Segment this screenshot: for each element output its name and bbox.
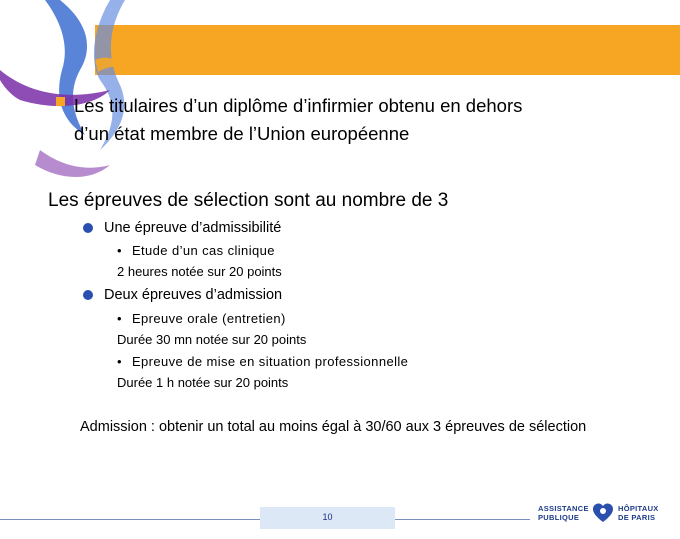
- logo-text: DE PARIS: [618, 513, 656, 522]
- logo-text: ASSISTANCE: [538, 504, 589, 513]
- admission-item-detail: Durée 1 h notée sur 20 points: [117, 375, 289, 390]
- admission-conclusion: Admission : obtenir un total au moins égal à 30/60 aux 3 épreuves de sélection: [80, 419, 587, 435]
- admission-item-detail: Durée 30 mn notée sur 20 points: [117, 332, 307, 347]
- admission-item-title: Epreuve de mise en situation professionnelle: [131, 354, 409, 369]
- round-bullet-icon: [83, 223, 93, 233]
- admissibilite-item-detail: 2 heures notée sur 20 points: [117, 264, 282, 279]
- sub-bullet-marker: •: [117, 311, 122, 326]
- square-bullet-icon: [56, 97, 65, 106]
- admissibilite-label: Une épreuve d’admissibilité: [104, 220, 282, 236]
- heart-icon: [592, 502, 614, 524]
- sub-bullet: [117, 243, 275, 258]
- aphp-logo: [538, 500, 680, 526]
- intro-line-1: Les titulaires d’un diplôme d’infirmier obtenu en dehors: [74, 95, 523, 116]
- admissibilite-item-title: Etude d’un cas clinique: [131, 243, 275, 258]
- logo-text: PUBLIQUE: [538, 513, 580, 522]
- admission-item-title: Epreuve orale (entretien): [131, 311, 286, 326]
- page-number: 10: [322, 512, 333, 522]
- sub-bullet-marker: •: [117, 243, 122, 258]
- round-bullet-icon: [83, 290, 93, 300]
- intro-line-2: d’un état membre de l’Union européenne: [74, 123, 410, 144]
- sub-bullet: [117, 311, 286, 326]
- section-heading: Les épreuves de sélection sont au nombre de 3: [48, 190, 449, 211]
- admission-label: Deux épreuves d’admission: [104, 287, 283, 303]
- sub-bullet-marker: •: [117, 354, 122, 369]
- sub-bullet: [117, 354, 408, 369]
- logo-text: HÔPITAUX: [618, 504, 659, 513]
